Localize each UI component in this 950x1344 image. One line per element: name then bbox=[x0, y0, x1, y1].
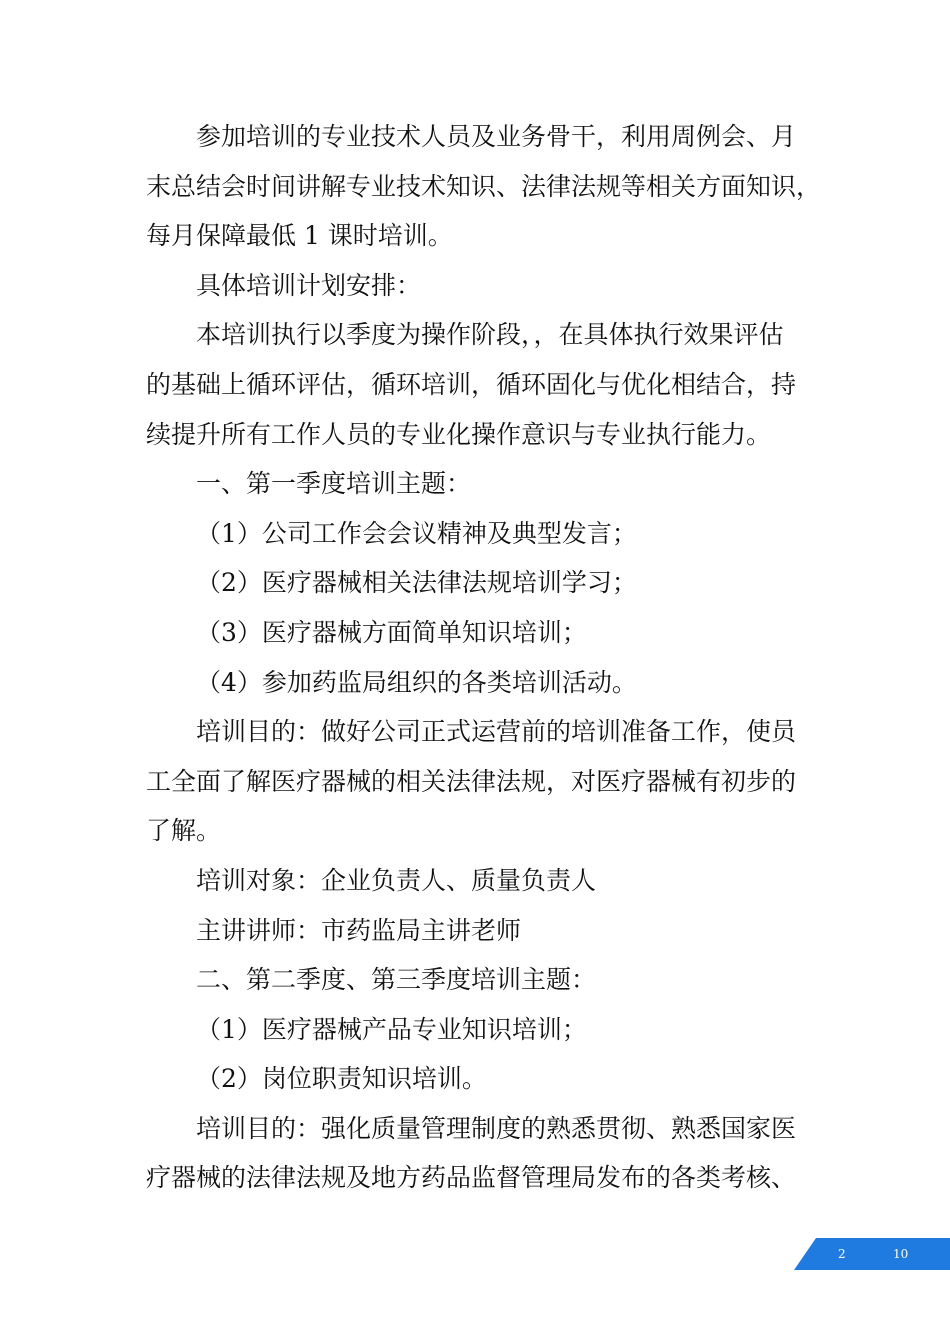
text-line: 培训目的：做好公司正式运营前的培训准备工作，使员 bbox=[196, 717, 797, 747]
list-item-text: （2）岗位职责知识培训。 bbox=[196, 1064, 487, 1094]
page-footer-band bbox=[794, 1238, 950, 1270]
text-line: 具体培训计划安排： bbox=[196, 270, 422, 300]
paragraph-2 bbox=[146, 261, 826, 311]
list-item-text: （3）医疗器械方面简单知识培训； bbox=[196, 617, 587, 647]
list-item-text: （1）公司工作会会议精神及典型发言； bbox=[196, 518, 637, 548]
text-line: 参加培训的专业技术人员及业务骨干，利用周例会、月 bbox=[196, 122, 797, 151]
list-item-text: （1）医疗器械产品专业知识培训； bbox=[196, 1014, 587, 1044]
page-number-total: 10 bbox=[893, 1247, 909, 1261]
paragraph-training-purpose-1 bbox=[146, 707, 826, 856]
section-heading-q1 bbox=[146, 459, 826, 509]
paragraph-training-purpose-2 bbox=[146, 1104, 826, 1203]
list-item bbox=[146, 1054, 826, 1104]
list-item-text: （4）参加药监局组织的各类培训活动。 bbox=[196, 667, 637, 697]
text-line: 续提升所有工作人员的专业化操作意识与专业执行能力。 bbox=[146, 419, 772, 449]
text-line: 末总结会时间讲解专业技术知识、法律法规等相关方面知识， bbox=[146, 171, 822, 201]
paragraph-1 bbox=[146, 112, 826, 261]
text-line: 每月保障最低 1 课时培训。 bbox=[146, 221, 453, 251]
paragraph-lecturer bbox=[146, 906, 826, 956]
text-line: 培训目的：强化质量管理制度的熟悉贯彻、熟悉国家医 bbox=[196, 1113, 797, 1143]
text-line: 了解。 bbox=[146, 816, 222, 846]
paragraph-3 bbox=[146, 310, 826, 459]
list-item-text: （2）医疗器械相关法律法规培训学习； bbox=[196, 568, 637, 598]
text-line: 疗器械的法律法规及地方药品监督管理局发布的各类考核、 bbox=[146, 1163, 797, 1193]
footer-band-shape bbox=[794, 1238, 950, 1270]
text-line: 主讲讲师：市药监局主讲老师 bbox=[196, 915, 522, 945]
text-line: 的基础上循环评估，循环培训，循环固化与优化相结合，持 bbox=[146, 369, 797, 399]
text-line: 培训对象：企业负责人、质量负责人 bbox=[196, 865, 597, 895]
list-item bbox=[146, 558, 826, 608]
document-body bbox=[146, 112, 826, 1203]
section-heading-q2-q3 bbox=[146, 955, 826, 1005]
paragraph-training-target bbox=[146, 856, 826, 906]
list-item bbox=[146, 608, 826, 658]
heading-line: 二、第二季度、第三季度培训主题： bbox=[196, 965, 597, 995]
list-item bbox=[146, 658, 826, 708]
list-item bbox=[146, 509, 826, 559]
page-number-current: 2 bbox=[838, 1247, 846, 1261]
text-line: 工全面了解医疗器械的相关法律法规，对医疗器械有初步的 bbox=[146, 766, 797, 796]
heading-line: 一、第一季度培训主题： bbox=[196, 469, 472, 499]
list-item bbox=[146, 1005, 826, 1055]
text-line: 本培训执行以季度为操作阶段，，在具体执行效果评估 bbox=[196, 320, 784, 350]
